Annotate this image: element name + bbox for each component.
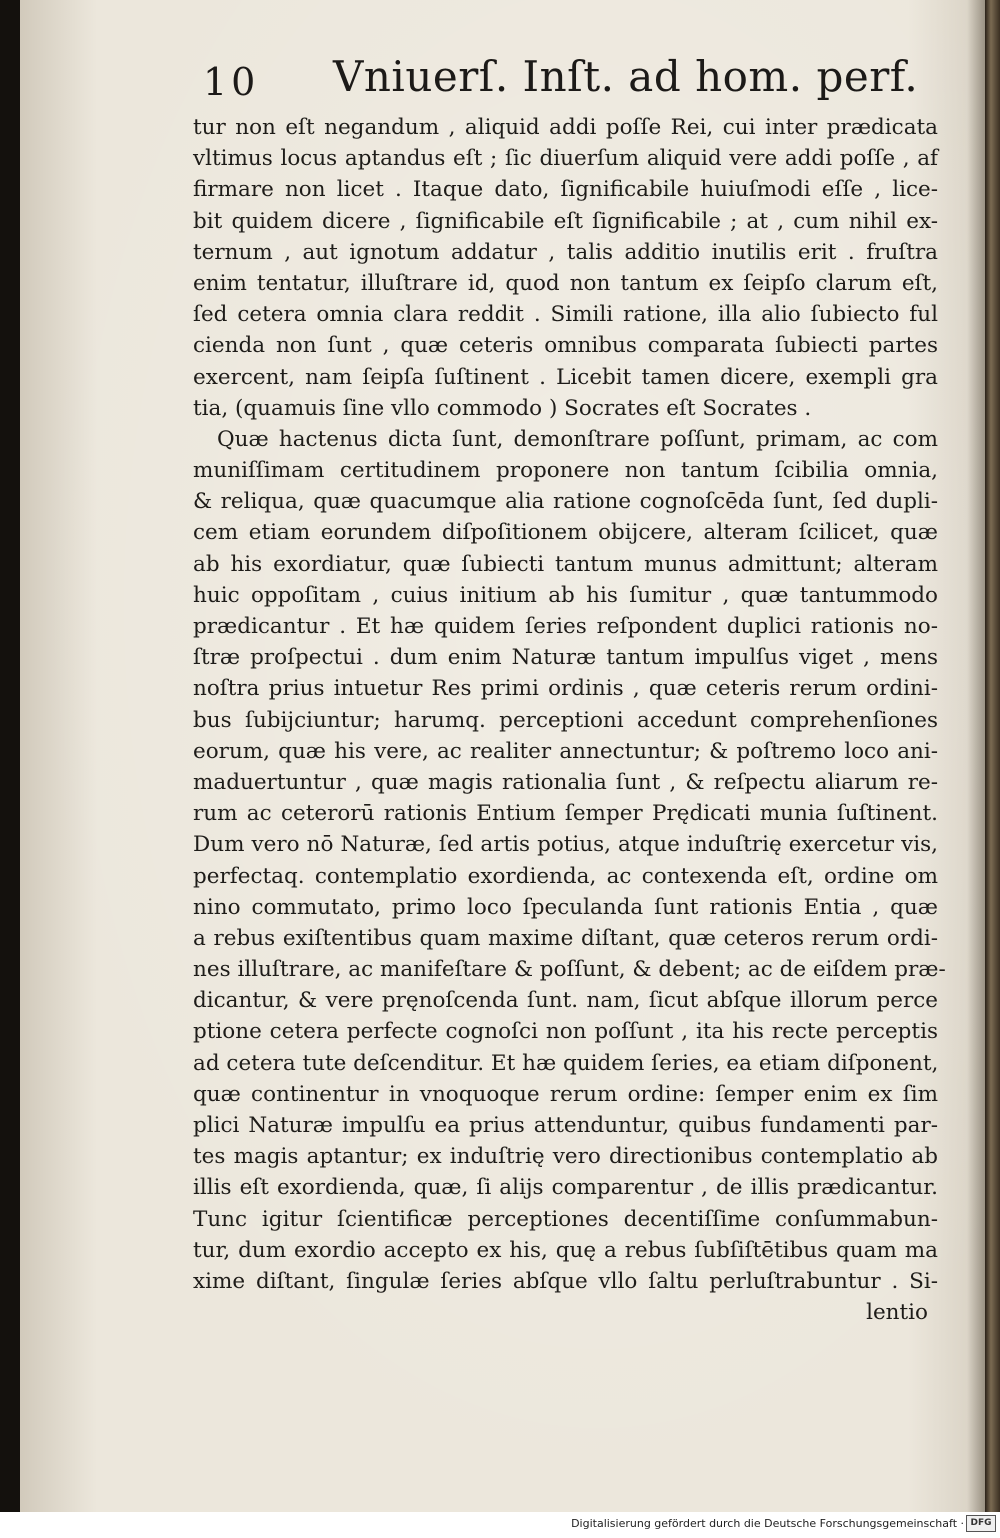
- running-head: Vniuerſ. Inſt. ad hom. perf.: [333, 52, 919, 101]
- text-line: vltimus locus aptandus eſt ; ſic diuerſum aliquid vere addi poſſe , af: [193, 146, 938, 172]
- text-line: ternum , aut ignotum addatur , talis additio inutilis erit . fruſtra: [193, 239, 938, 265]
- text-line: a rebus exiſtentibus quam maxime diſtant, quæ ceteros rerum ordi-: [193, 925, 938, 951]
- text-line: ad cetera tute deſcenditur. Et hæ quidem ſeries, ea etiam diſponent,: [193, 1050, 939, 1076]
- text-line: tia, (quamuis ſine vllo commodo ) Socrates eſt Socrates .: [193, 395, 812, 421]
- dfg-logo: DFG: [966, 1515, 996, 1532]
- book-edge: [985, 0, 1000, 1512]
- text-line: rum ac ceterorū rationis Entium ſemper Prędicati munia ſuſtinent.: [193, 801, 938, 827]
- text-line: ab his exordiatur, quæ ſubiecti tantum munus admittunt; alteram: [193, 551, 938, 577]
- text-line: eorum, quæ his vere, ac realiter annectuntur; & poſtremo loco ani-: [193, 738, 938, 764]
- catchword: lentio: [866, 1300, 928, 1326]
- text-line: firmare non licet . Itaque dato, ſignificabile huiuſmodi eſſe , lice-: [193, 177, 938, 203]
- text-line: ptione cetera perfecte cognoſci non poſſunt , ita his recte perceptis: [193, 1019, 938, 1045]
- paper-sheet: [20, 0, 985, 1512]
- text-line: nes illuſtrare, ac manifeſtare & poſſunt, & debent; ac de eiſdem præ-: [193, 957, 946, 983]
- text-line: perfectaq. contemplatio exordienda, ac contexenda eſt, ordine om: [193, 863, 938, 889]
- text-line: Quæ hactenus dicta ſunt, demonſtrare poſſunt, primam, ac com: [217, 426, 938, 452]
- text-line: cienda non ſunt , quæ ceteris omnibus comparata ſubiecti partes: [193, 333, 938, 359]
- text-line: maduertuntur , quæ magis rationalia ſunt , & reſpectu aliarum re-: [193, 769, 938, 795]
- text-line: enim tentatur, illuſtrare id, quod non tantum ex ſeipſo clarum eſt,: [193, 270, 938, 296]
- spine-shadow: [967, 0, 985, 1512]
- text-line: xime diſtant, ſingulæ ſeries abſque vllo ſaltu perluſtrabuntur . Si-: [193, 1268, 938, 1294]
- text-line: ſed cetera omnia clara reddit . Simili ratione, illa alio ſubiecto ful: [193, 302, 938, 328]
- text-line: illis eſt exordienda, quæ, ſi alijs comparentur , de illis prædicantur.: [193, 1175, 938, 1201]
- text-line: tes magis aptantur; ex induſtrię vero directionibus contemplatio ab: [193, 1144, 938, 1170]
- funding-credit: Digitalisierung gefördert durch die Deutsche Forschungsgemeinschaft ·: [571, 1517, 964, 1530]
- text-line: plici Naturæ impulſu ea prius attenduntur, quibus fundamenti par-: [193, 1113, 938, 1138]
- body-text: [193, 112, 946, 1328]
- text-line: exercent, nam ſeipſa ſuſtinent . Licebit tamen dicere, exempli gra: [193, 364, 938, 390]
- text-line: ſtræ proſpectui . dum enim Naturæ tantum impulſus viget , mens: [193, 645, 938, 671]
- text-line: huic oppoſitam , cuius initium ab his ſumitur , quæ tantummodo: [193, 582, 938, 608]
- page-header: [203, 52, 919, 112]
- text-line: noſtra prius intuetur Res primi ordinis , quæ ceteris rerum ordini-: [193, 676, 938, 702]
- text-line: nino commutato, primo loco ſpeculanda ſunt rationis Entia , quæ: [193, 894, 938, 920]
- footer-bar: [0, 1512, 1000, 1538]
- text-line: Dum vero nō Naturæ, ſed artis potius, atque induſtrię exercetur vis,: [193, 832, 938, 858]
- text-line: prædicantur . Et hæ quidem ſeries reſpondent duplici rationis no-: [193, 614, 938, 639]
- text-line: Tunc igitur ſcientificæ perceptiones decentiſſime conſummabun-: [193, 1206, 938, 1232]
- page-number: 10: [203, 60, 260, 104]
- text-line: dicantur, & vere pręnoſcenda ſunt. nam, ſicut abſque illorum perce: [193, 988, 938, 1014]
- text-line: muniſſimam certitudinem proponere non tantum ſcibilia omnia,: [193, 458, 938, 484]
- text-line: quæ continentur in vnoquoque rerum ordine: ſemper enim ex ſim: [193, 1081, 938, 1107]
- text-line: bit quidem dicere , ſignificabile eſt ſignificabile ; at , cum nihil ex-: [193, 208, 938, 234]
- text-line: bus ſubijciuntur; harumq. perceptioni accedunt comprehenſiones: [193, 707, 938, 733]
- text-line: tur non eſt negandum , aliquid addi poſſe Rei, cui inter prædicata: [193, 115, 938, 140]
- text-line: tur, dum exordio accepto ex his, quę a rebus ſubſiſtētibus quam ma: [193, 1237, 938, 1263]
- text-line: cem etiam eorundem diſpoſitionem obijcere, alteram ſcilicet, quæ: [193, 520, 938, 546]
- text-line: & reliqua, quæ quacumque alia ratione cognoſcēda ſunt, ſed dupli-: [193, 489, 938, 515]
